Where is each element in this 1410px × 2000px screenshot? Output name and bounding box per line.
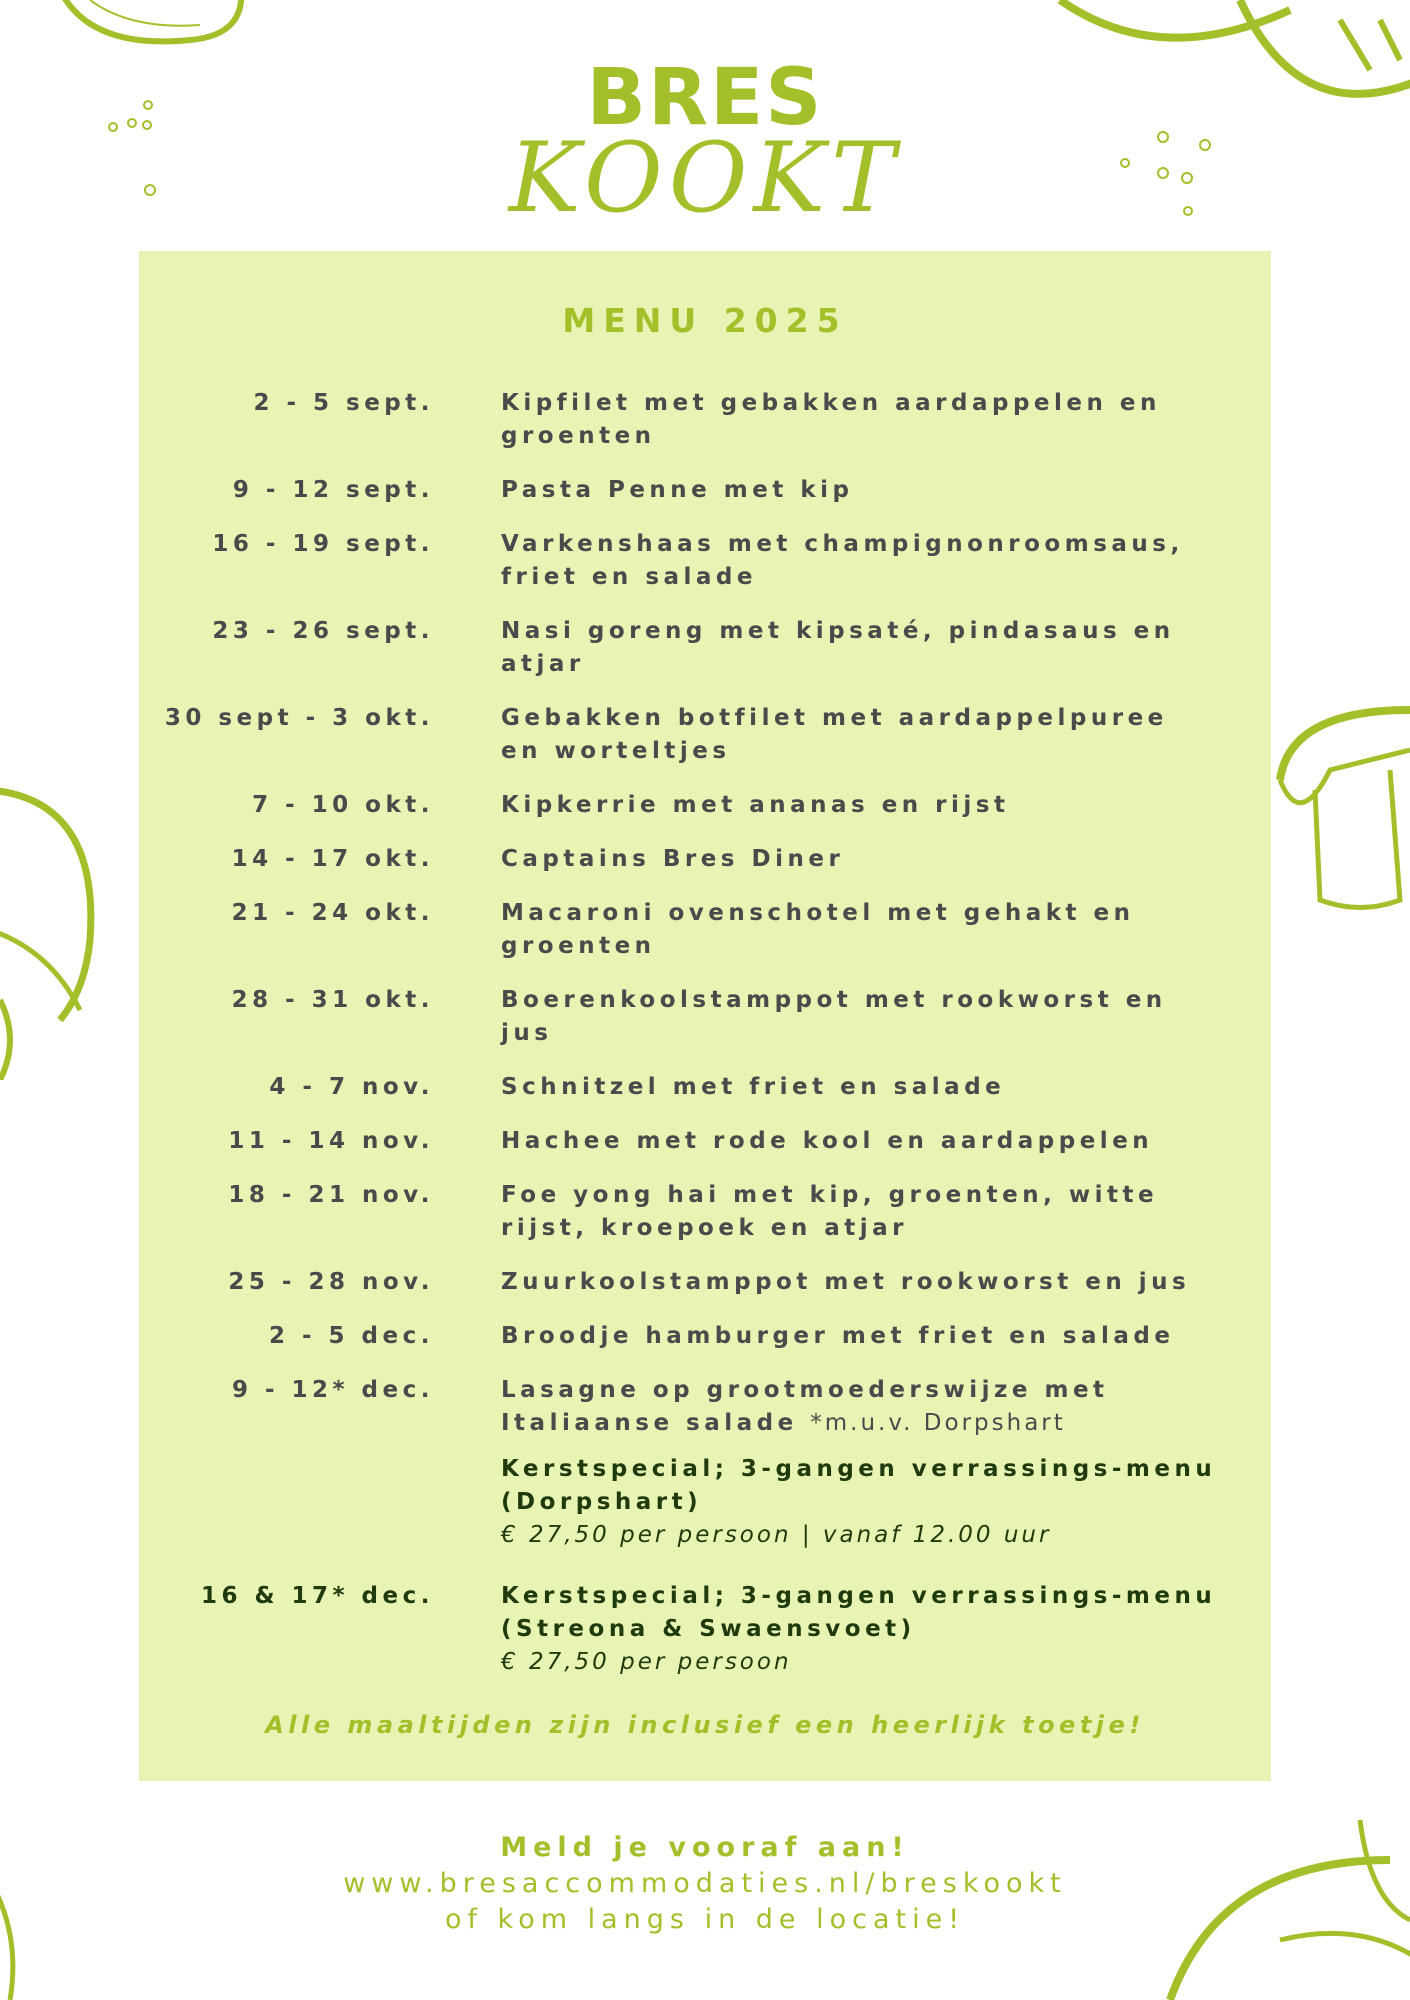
- menu-row: [139, 789, 1271, 822]
- menu-dish: Broodje hamburger met friet en salade: [501, 1323, 1175, 1349]
- menu-row-kerstspecial-streona: [139, 1580, 1271, 1679]
- menu-row: [139, 474, 1271, 507]
- menu-dish: Kipkerrie met ananas en rijst: [501, 792, 1010, 818]
- menu-row: [139, 528, 1271, 594]
- menu-date: 23 - 26 sept.: [212, 618, 434, 644]
- menu-row: [139, 1179, 1271, 1245]
- menu-dish: Captains Bres Diner: [501, 846, 845, 872]
- menu-row: [139, 702, 1271, 768]
- menu-date: 30 sept - 3 okt.: [164, 705, 434, 731]
- menu-date: 16 & 17* dec.: [200, 1583, 434, 1609]
- menu-list: [139, 387, 1271, 1700]
- menu-dish: Lasagne op grootmoederswijze met Italiaanse salade: [501, 1377, 1109, 1436]
- menu-date: 9 - 12 sept.: [232, 477, 434, 503]
- menu-row: [139, 387, 1271, 453]
- visit-text: of kom langs in de locatie!: [444, 1904, 966, 1935]
- mushroom-illustration-icon: [1270, 700, 1410, 920]
- signup-info: [0, 1830, 1410, 1938]
- menu-dish: Kerstspecial; 3-gangen verrassings-menu (Streona & Swaensvoet): [501, 1583, 1217, 1642]
- logo-kookt: KOOKT: [508, 122, 902, 234]
- menu-dish: Zuurkoolstamppot met rookworst en jus: [501, 1269, 1191, 1295]
- menu-price: € 27,50 per persoon: [501, 1649, 792, 1675]
- menu-date: 2 - 5 sept.: [253, 390, 434, 416]
- menu-date: 14 - 17 okt.: [231, 846, 434, 872]
- menu-date: 2 - 5 dec.: [268, 1323, 434, 1349]
- menu-dish: Boerenkoolstamppot met rookworst en jus: [501, 987, 1167, 1046]
- menu-row: [139, 1071, 1271, 1104]
- menu-date: 16 - 19 sept.: [212, 531, 434, 557]
- menu-dish: Varkenshaas met champignonroomsaus, friet en salade: [501, 531, 1184, 590]
- menu-dish: Foe yong hai met kip, groenten, witte rijst, kroepoek en atjar: [501, 1182, 1159, 1241]
- menu-dish: Kerstspecial; 3-gangen verrassings-menu (Dorpshart): [501, 1456, 1217, 1515]
- menu-dish: Hachee met rode kool en aardappelen: [501, 1128, 1154, 1154]
- menu-date: [139, 1453, 434, 1552]
- menu-dish: Macaroni ovenschotel met gehakt en groenten: [501, 900, 1135, 959]
- menu-date: 4 - 7 nov.: [269, 1074, 434, 1100]
- website-link[interactable]: www.bresaccommodaties.nl/breskookt: [343, 1868, 1067, 1899]
- menu-row: [139, 615, 1271, 681]
- menu-row: [139, 1320, 1271, 1353]
- menu-row: [139, 984, 1271, 1050]
- menu-note: *m.u.v. Dorpshart: [810, 1410, 1066, 1436]
- menu-row: [139, 897, 1271, 963]
- menu-date: 11 - 14 nov.: [228, 1128, 434, 1154]
- menu-dish: Gebakken botfilet met aardappelpuree en worteltjes: [501, 705, 1168, 764]
- menu-row-lasagne: [139, 1374, 1271, 1440]
- garlic-illustration-icon: [0, 780, 120, 1080]
- menu-date: 7 - 10 okt.: [252, 792, 434, 818]
- dessert-note: Alle maaltijden zijn inclusief een heerlijk toetje!: [265, 1711, 1145, 1739]
- menu-date: 9 - 12* dec.: [231, 1377, 434, 1403]
- menu-dish: Kipfilet met gebakken aardappelen en groenten: [501, 390, 1161, 449]
- menu-price: € 27,50 per persoon | vanaf 12.00 uur: [501, 1522, 1052, 1548]
- menu-row-kerstspecial-dorpshart: [139, 1453, 1271, 1552]
- menu-date: 21 - 24 okt.: [231, 900, 434, 926]
- menu-date: 18 - 21 nov.: [228, 1182, 434, 1208]
- menu-dish: Schnitzel met friet en salade: [501, 1074, 1006, 1100]
- menu-title: MENU 2025: [562, 301, 848, 340]
- menu-row: [139, 843, 1271, 876]
- menu-dish: Pasta Penne met kip: [501, 477, 854, 503]
- logo-bres: BRES: [586, 53, 824, 143]
- menu-dish: Nasi goreng met kipsaté, pindasaus en atjar: [501, 618, 1175, 677]
- menu-panel: [139, 251, 1271, 1781]
- menu-date: 28 - 31 okt.: [231, 987, 434, 1013]
- menu-date: 25 - 28 nov.: [228, 1269, 434, 1295]
- menu-row: [139, 1266, 1271, 1299]
- menu-row: [139, 1125, 1271, 1158]
- signup-heading: Meld je vooraf aan!: [500, 1832, 910, 1863]
